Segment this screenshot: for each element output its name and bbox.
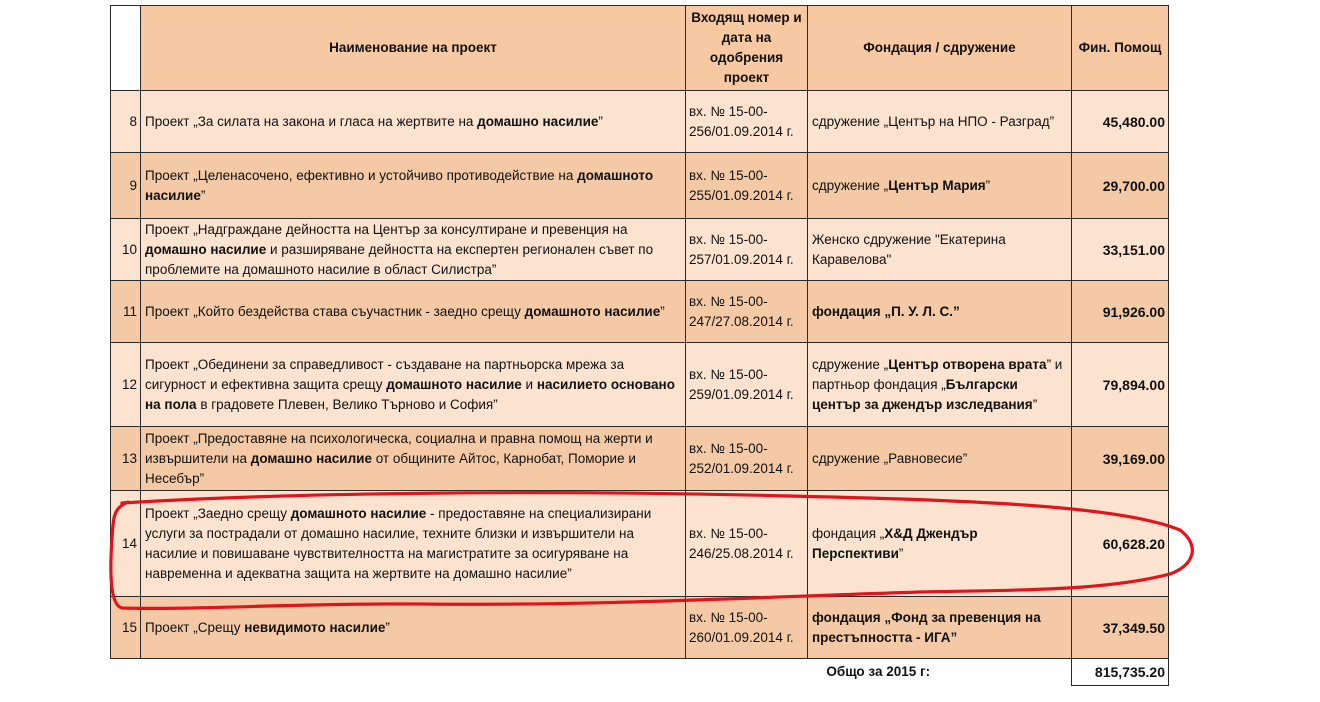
project-name: Проект „За силата на закона и гласа на жертвите на домашно насилие” xyxy=(141,91,686,153)
header-foundation: Фондация / сдружение xyxy=(808,6,1072,91)
row-number: 13 xyxy=(111,427,141,491)
table-body xyxy=(111,91,1169,659)
foundation-name: сдружение „Център на НПО - Разград” xyxy=(808,91,1072,153)
incoming-number: вх. № 15-00-257/01.09.2014 г. xyxy=(686,219,808,281)
incoming-number: вх. № 15-00-252/01.09.2014 г. xyxy=(686,427,808,491)
incoming-number: вх. № 15-00-247/27.08.2014 г. xyxy=(686,281,808,343)
row-number: 10 xyxy=(111,219,141,281)
table-row xyxy=(111,343,1169,427)
total-row xyxy=(111,659,1169,686)
foundation-name: фондация „Х&Д Джендър Перспективи” xyxy=(808,491,1072,597)
header-incoming: Входящ номер и дата на одобрения проект xyxy=(686,6,808,91)
table-row xyxy=(111,153,1169,219)
amount-value: 39,169.00 xyxy=(1072,427,1169,491)
amount-value: 33,151.00 xyxy=(1072,219,1169,281)
incoming-number: вх. № 15-00-259/01.09.2014 г. xyxy=(686,343,808,427)
amount-value: 37,349.50 xyxy=(1072,597,1169,659)
foundation-name: Женско сдружение "Екатерина Каравелова" xyxy=(808,219,1072,281)
incoming-number: вх. № 15-00-246/25.08.2014 г. xyxy=(686,491,808,597)
project-name: Проект „Който бездейства става съучастник - заедно срещу домашното насилие” xyxy=(141,281,686,343)
header-row xyxy=(111,6,1169,91)
project-name: Проект „Заедно срещу домашното насилие - предоставяне на специализирани услуги за пострадали от домашно насилие, техните близки и извършители на насилие и повишаване чувствителността на магистратите за осигуряване на навременна и адекватна защита на жертвите на домашно насилие” xyxy=(141,491,686,597)
row-number: 8 xyxy=(111,91,141,153)
foundation-name: сдружение „Център отворена врата” и партньор фондация „Български център за джендър изследвания” xyxy=(808,343,1072,427)
amount-value: 45,480.00 xyxy=(1072,91,1169,153)
table-row xyxy=(111,597,1169,659)
incoming-number: вх. № 15-00-255/01.09.2014 г. xyxy=(686,153,808,219)
project-name: Проект „Срещу невидимото насилие” xyxy=(141,597,686,659)
row-number: 9 xyxy=(111,153,141,219)
table-row xyxy=(111,427,1169,491)
header-number xyxy=(111,6,141,91)
table-row xyxy=(111,281,1169,343)
total-value: 815,735.20 xyxy=(1072,659,1169,686)
amount-value: 79,894.00 xyxy=(1072,343,1169,427)
row-number: 14 xyxy=(111,491,141,597)
header-amount: Фин. Помощ xyxy=(1072,6,1169,91)
incoming-number: вх. № 15-00-260/01.09.2014 г. xyxy=(686,597,808,659)
total-label: Общо за 2015 г: xyxy=(686,659,1072,686)
foundation-name: фондация „П. У. Л. С.” xyxy=(808,281,1072,343)
table-row xyxy=(111,219,1169,281)
project-name: Проект „Предоставяне на психологическа, социална и правна помощ на жерти и извършители на домашно насилие от общините Айтос, Карнобат, Поморие и Несебър” xyxy=(141,427,686,491)
incoming-number: вх. № 15-00-256/01.09.2014 г. xyxy=(686,91,808,153)
table-row xyxy=(111,91,1169,153)
row-number: 15 xyxy=(111,597,141,659)
row-number: 12 xyxy=(111,343,141,427)
foundation-name: сдружение „Център Мария” xyxy=(808,153,1072,219)
project-name: Проект „Надграждане дейността на Център за консултиране и превенция на домашно насилие и разширяване дейността на експертен регионален съвет по проблемите на домашното насилие в област Силистра” xyxy=(141,219,686,281)
amount-value: 60,628.20 xyxy=(1072,491,1169,597)
foundation-name: сдружение „Равновесие” xyxy=(808,427,1072,491)
amount-value: 29,700.00 xyxy=(1072,153,1169,219)
amount-value: 91,926.00 xyxy=(1072,281,1169,343)
table-row xyxy=(111,491,1169,597)
row-number: 11 xyxy=(111,281,141,343)
grant-table xyxy=(110,5,1169,686)
grant-table-container xyxy=(110,5,1169,686)
project-name: Проект „Целенасочено, ефективно и устойчиво противодействие на домашното насилие” xyxy=(141,153,686,219)
project-name: Проект „Обединени за справедливост - създаване на партньорска мрежа за сигурност и ефективна защита срещу домашното насилие и насилието основано на пола в градовете Плевен, Велико Търново и София” xyxy=(141,343,686,427)
foundation-name: фондация „Фонд за превенция на престъпността - ИГА” xyxy=(808,597,1072,659)
header-project: Наименование на проект xyxy=(141,6,686,91)
